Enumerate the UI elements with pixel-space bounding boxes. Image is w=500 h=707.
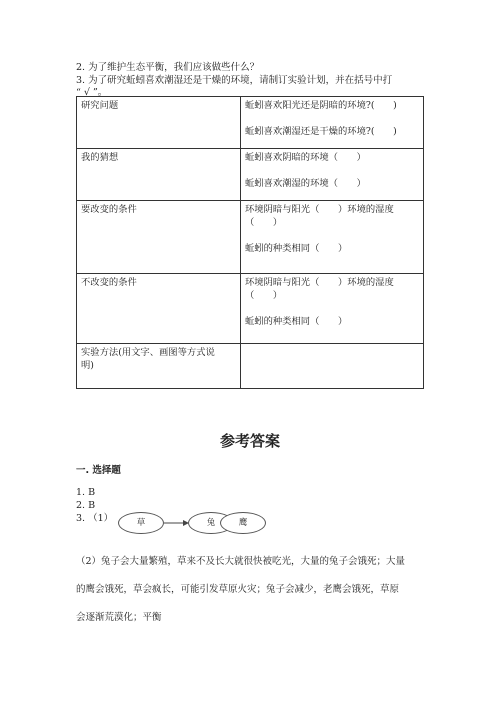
experiment-plan-table [76, 96, 424, 389]
table-row [77, 344, 424, 389]
answers-title: 参考答案 [219, 432, 280, 450]
cell-text: 明) [81, 360, 94, 371]
row-label-research-question: 研究问题 [77, 97, 241, 149]
cell-text: 环境阴暗与阳光（ ）环境的湿度 [245, 277, 394, 288]
row-content[interactable] [241, 149, 424, 201]
question-3-line2: “ √ ”。 [76, 87, 108, 98]
row-label-unchanged-conditions: 不改变的条件 [77, 274, 241, 344]
answer-2: 2. B [76, 500, 96, 511]
row-content[interactable] [241, 274, 424, 344]
cell-text: 蚯蚓的种类相同（ ） [245, 316, 348, 327]
row-label-changed-conditions: 要改变的条件 [77, 201, 241, 274]
table-row [77, 149, 424, 201]
answer-paragraph-line3: 会逐渐荒漠化；平衡 [76, 612, 162, 623]
row-label-hypothesis: 我的猜想 [77, 149, 241, 201]
answer-3: 3. （1） [76, 513, 114, 524]
node-grass: 草 [118, 512, 164, 534]
cell-text: 蚯蚓喜欢阳光还是阴暗的环境?( ) [245, 100, 397, 111]
cell-text: 环境阴暗与阳光（ ）环境的湿度 [245, 204, 394, 215]
cell-text: 实验方法(用文字、画图等方式说 [81, 347, 215, 358]
spacer [245, 164, 419, 177]
answer-1: 1. B [76, 487, 96, 498]
cell-text: 蚯蚓喜欢阴暗的环境（ ） [245, 152, 366, 163]
table-row [77, 97, 424, 149]
table-row [77, 201, 424, 274]
node-rabbit: 兔 [188, 512, 234, 534]
row-content-method[interactable] [241, 344, 424, 389]
cell-text: （ ） [245, 290, 283, 301]
answer-paragraph-line1: （2）兔子会大量繁殖，草来不及长大就很快被吃光，大量的兔子会饿死；大量 [76, 556, 406, 567]
spacer [245, 112, 419, 125]
cell-text: （ ） [245, 217, 283, 228]
answer-paragraph-line2: 的鹰会饿死，草会疯长，可能引发草原火灾；兔子会减少，老鹰会饿死，草原 [76, 584, 400, 595]
cell-text: 蚯蚓喜欢潮湿的环境（ ） [245, 178, 366, 189]
table-row [77, 274, 424, 344]
cell-text: 蚯蚓喜欢潮湿还是干燥的环境?( ) [245, 126, 397, 137]
spacer [245, 302, 419, 315]
row-content[interactable] [241, 97, 424, 149]
row-label-method [77, 344, 241, 389]
section-heading: 一. 选择题 [76, 465, 121, 476]
row-content[interactable] [241, 201, 424, 274]
cell-text: 蚯蚓的种类相同（ ） [245, 243, 348, 254]
question-3-line1: 3. 为了研究蚯蚓喜欢潮湿还是干燥的环境，请制订实验计划，并在括号中打 [76, 75, 393, 86]
question-2: 2. 为了维护生态平衡，我们应该做些什么？ [76, 62, 260, 73]
node-eagle: 鹰 [220, 512, 266, 534]
spacer [245, 229, 419, 242]
